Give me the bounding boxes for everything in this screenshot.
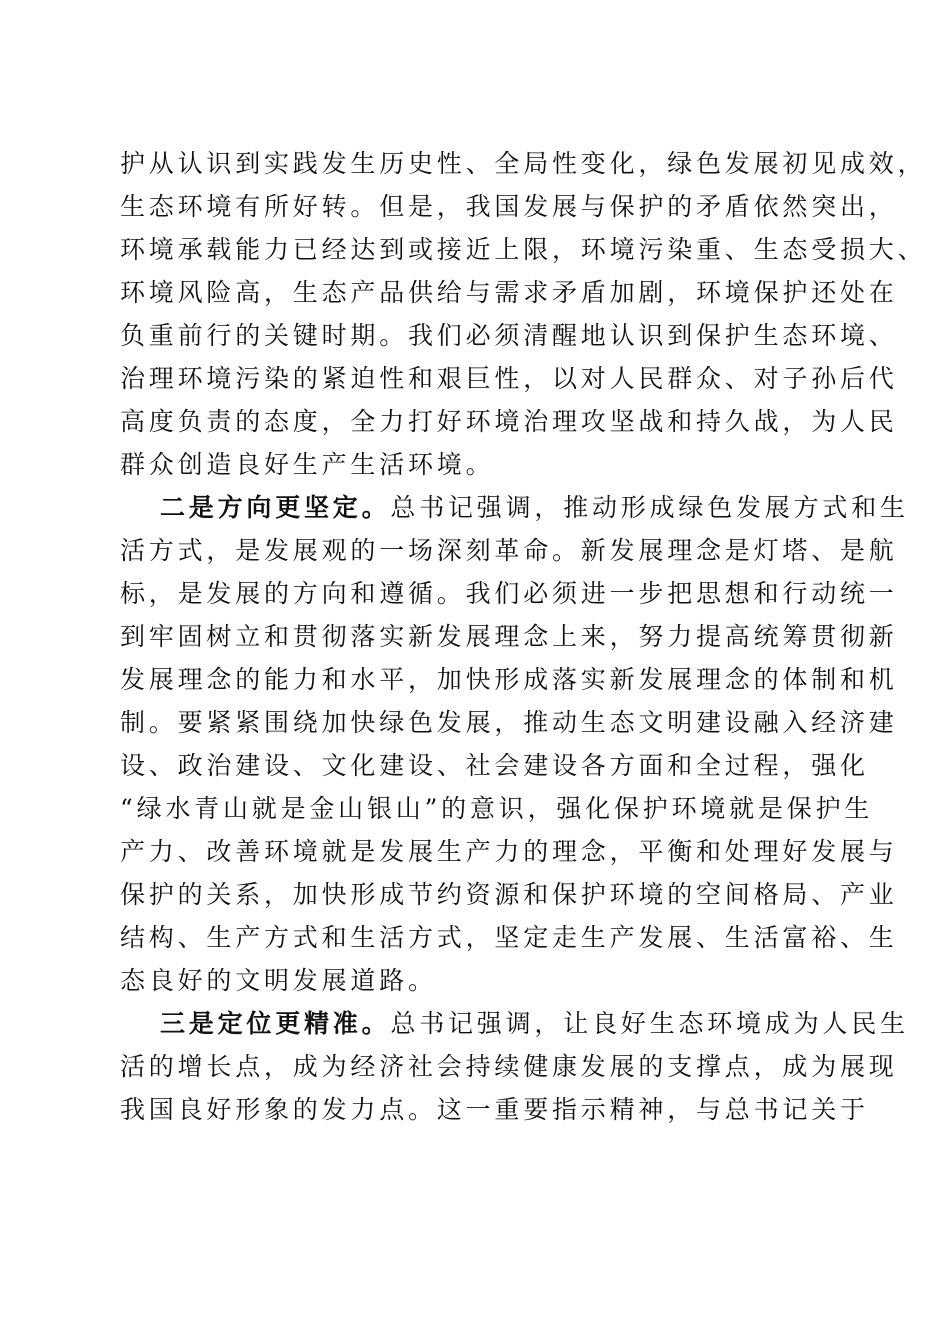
text-line: “绿水青山就是金山银山”的意识，强化保护环境就是保护生 — [120, 794, 874, 823]
text-line: 生态环境有所好转。但是，我国发展与保护的矛盾依然突出， — [120, 192, 898, 221]
text-run: 总书记强调，让良好生态环境成为人民生 — [390, 1009, 909, 1038]
text-line: 产力、改善环境就是发展生产力的理念，平衡和处理好发展与 — [120, 837, 898, 866]
text-line: 设、政治建设、文化建设、社会建设各方面和全过程，强化 — [120, 751, 869, 780]
text-line: 活的增长点，成为经济社会持续健康发展的支撑点，成为展现 — [120, 1052, 898, 1081]
text-line: 保护的关系，加快形成节约资源和保护环境的空间格局、产业 — [120, 880, 898, 909]
paragraph-3 — [120, 1002, 909, 1131]
text-line: 到牢固树立和贯彻落实新发展理念上来，努力提高统筹贯彻新 — [120, 622, 898, 651]
text-line: 结构、生产方式和生活方式，坚定走生产发展、生活富裕、生 — [120, 923, 898, 952]
text-line: 群众创造良好生产生活环境。 — [120, 450, 495, 479]
text-line: 标，是发展的方向和遵循。我们必须进一步把思想和行动统一 — [120, 579, 898, 608]
paragraph-first-line — [120, 1002, 909, 1045]
text-line: 制。要紧紧围绕加快绿色发展，推动生态文明建设融入经济建 — [120, 708, 898, 737]
text-line: 治理环境污染的紧迫性和艰巨性，以对人民群众、对子孙后代 — [120, 364, 898, 393]
section-heading: 二是方向更坚定。 — [160, 493, 391, 522]
text-run: 总书记强调，推动形成绿色发展方式和生 — [390, 493, 909, 522]
text-line: 护从认识到实践发生历史性、全局性变化，绿色发展初见成效， — [120, 149, 927, 178]
paragraph-first-line — [120, 486, 909, 529]
text-line: 发展理念的能力和水平，加快形成落实新发展理念的体制和机 — [120, 665, 898, 694]
text-line: 活方式，是发展观的一场深刻革命。新发展理念是灯塔、是航 — [120, 536, 898, 565]
section-heading: 三是定位更精准。 — [160, 1009, 391, 1038]
text-line: 态良好的文明发展道路。 — [120, 966, 437, 995]
text-line: 我国良好形象的发力点。这一重要指示精神，与总书记关于 — [120, 1095, 869, 1124]
text-line: 环境承载能力已经达到或接近上限，环境污染重、生态受损大、 — [120, 235, 927, 264]
text-line: 环境风险高，生态产品供给与需求矛盾加剧，环境保护还处在 — [120, 278, 898, 307]
paragraph-2 — [120, 486, 909, 1002]
text-line: 负重前行的关键时期。我们必须清醒地认识到保护生态环境、 — [120, 321, 898, 350]
document-body — [120, 142, 927, 1131]
text-line: 高度负责的态度，全力打好环境治理攻坚战和持久战，为人民 — [120, 407, 898, 436]
paragraph-1 — [120, 142, 927, 486]
